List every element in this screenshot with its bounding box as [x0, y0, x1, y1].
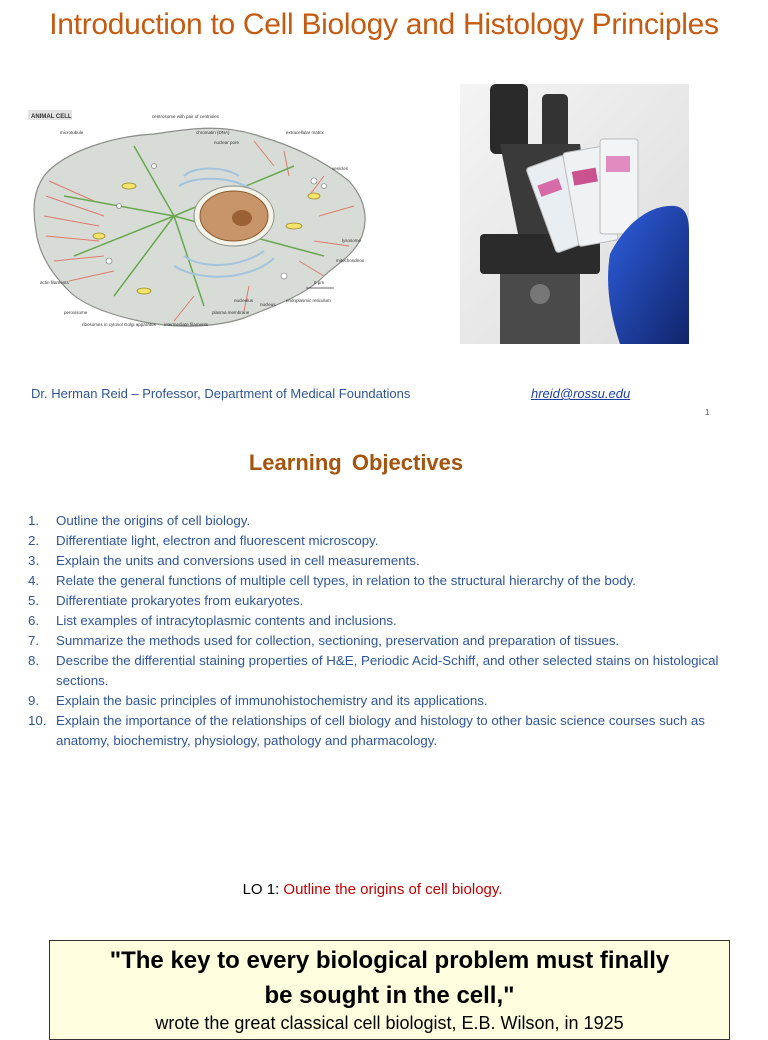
item-number: 5.: [28, 593, 40, 608]
list-item: [28, 631, 728, 651]
label-microtubule: microtubule: [60, 130, 84, 135]
label-chromatin: chromatin (DNA): [196, 130, 230, 135]
label-extracellular-matrix: extracellular matrix: [286, 130, 324, 135]
email-link[interactable]: hreid@rossu.edu: [531, 386, 631, 401]
label-golgi: Golgi apparatus: [124, 322, 156, 327]
item-text: Relate the general functions of multiple cell types, in relation to the structural hierarchy of the body.: [56, 573, 636, 588]
item-number: 6.: [28, 613, 40, 628]
lo1-prefix: LO 1:: [242, 881, 284, 898]
quote-text: [50, 943, 729, 1013]
lo1-text: Outline the origins of cell biology.: [283, 881, 503, 898]
item-text: Differentiate prokaryotes from eukaryotes.: [56, 593, 304, 608]
item-number: 10.: [28, 713, 47, 728]
item-number: 9.: [28, 693, 40, 708]
list-item: [28, 711, 728, 751]
list-item: [28, 611, 728, 631]
item-text: Describe the differential staining properties of H&E, Periodic Acid-Schiff, and other selected stains on histological sections.: [56, 653, 719, 688]
list-item: [28, 531, 728, 551]
item-text: Explain the importance of the relationships of cell biology and histology to other basic science courses such as anatomy, biochemistry, physiology, pathology and pharmacology.: [56, 713, 705, 748]
item-number: 2.: [28, 533, 40, 548]
list-item: [28, 591, 728, 611]
item-text: Explain the basic principles of immunohistochemistry and its applications.: [56, 693, 488, 708]
animal-cell-diagram: [24, 106, 396, 344]
eyepiece: [490, 84, 528, 154]
label-peroxisome: peroxisome: [64, 310, 88, 315]
label-nucleus: nucleus: [260, 302, 276, 307]
page-title: Introduction to Cell Biology and Histology Principles: [49, 8, 719, 41]
item-number: 1.: [28, 513, 40, 528]
label-er: endoplasmic reticulum: [286, 298, 331, 303]
quote-box: [49, 940, 730, 1040]
label-scale: 5 μm: [314, 280, 325, 285]
label-nuclear-pore: nuclear pore: [214, 140, 240, 145]
lo1-heading: [0, 881, 745, 898]
item-text: Explain the units and conversions used in cell measurements.: [56, 553, 420, 568]
quote-line-1: "The key to every biological problem must finally: [109, 947, 670, 974]
list-item: [28, 551, 728, 571]
objectives-heading: Learning Objectives: [248, 450, 464, 475]
label-nucleolus: nucleolus: [234, 298, 254, 303]
label-ribosomes: ribosomes in cytosol: [82, 322, 123, 327]
label-actin: actin filaments: [40, 280, 69, 285]
label-lysosome: lysosome: [342, 238, 362, 243]
item-text: Summarize the methods used for collection, sectioning, preservation and preparation of tissues.: [56, 633, 620, 648]
list-item: [28, 511, 728, 531]
item-text: Differentiate light, electron and fluorescent microscopy.: [56, 533, 379, 548]
objectives-list: [28, 511, 728, 751]
list-item: [28, 651, 728, 691]
item-text: Outline the origins of cell biology.: [56, 513, 251, 528]
item-number: 8.: [28, 653, 40, 668]
label-intermediate: intermediate filaments: [164, 322, 209, 327]
item-number: 4.: [28, 573, 40, 588]
quote-attribution: wrote the great classical cell biologist, E.B. Wilson, in 1925: [155, 1013, 624, 1033]
item-number: 7.: [28, 633, 40, 648]
nucleolus: [232, 210, 252, 226]
label-mitochondrion: mitochondrion: [336, 258, 365, 263]
label-centrosome: centrosome with pair of centrioles: [152, 114, 220, 119]
item-text: List examples of intracytoplasmic contents and inclusions.: [56, 613, 397, 628]
label-plasma-membrane: plasma membrane: [212, 310, 250, 315]
page-number: 1: [705, 408, 710, 417]
author-line: Dr. Herman Reid – Professor, Department of Medical Foundations: [31, 386, 411, 401]
microscope-slides-photo: [460, 84, 689, 344]
label-vesicles: vesicles: [332, 166, 349, 171]
diagram-heading: ANIMAL CELL: [31, 114, 72, 120]
quote-line-2: be sought in the cell,": [264, 982, 515, 1009]
list-item: [28, 691, 728, 711]
list-item: [28, 571, 728, 591]
item-number: 3.: [28, 553, 40, 568]
